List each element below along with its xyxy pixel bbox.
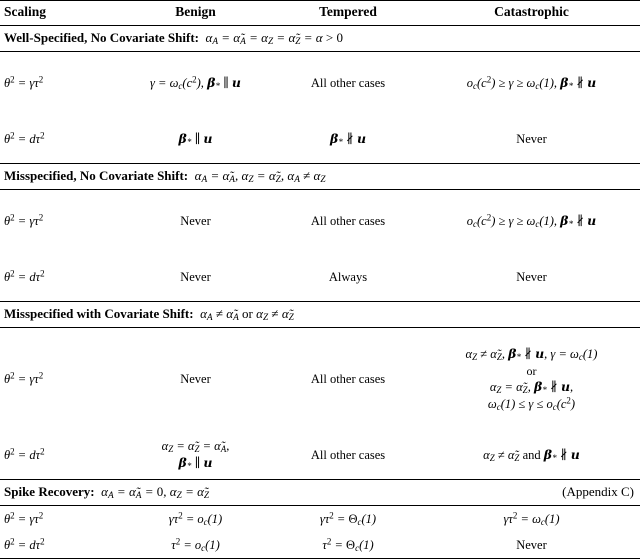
cell-tempered: $\beta_*$ ∦ u [273, 115, 423, 164]
table-row [0, 52, 640, 116]
cell-scaling: $\theta^2 = d\tau^2$ [0, 115, 118, 164]
cell-scaling: $\theta^2 = \gamma\tau^2$ [4, 74, 44, 91]
column-header-scaling: Scaling [0, 1, 118, 26]
cell-catastrophic: $\alpha_Z$ ≠ $\alphã_Z$, $\beta_*$ ∦ u, $\gamma = \omega_c(1)$ or $\alpha_Z$ = $\alphã_Z$, $\beta_*$ ∦ u, $\omega_c(1) \le \gamma \le o_c(c^2)$ [465, 346, 598, 412]
cell-benign: $\gamma = \omega_c(c^2)$, $\beta_*$ ∥ u [149, 74, 241, 92]
column-header-tempered: Tempered [273, 1, 423, 26]
section-header-cell [0, 164, 640, 190]
table-header-row [0, 1, 640, 26]
column-header-benign: Benign [118, 1, 273, 26]
cell-benign: Never [180, 372, 211, 387]
section-condition: $\alpha_A$ ≠ $\alphã_A$ or $\alpha_Z$ ≠ $\alphã_Z$ [196, 306, 294, 324]
cell-benign: $\tau^2 = o_c(1)$ [118, 532, 273, 559]
section-note: (Appendix C) [562, 484, 634, 499]
section-condition: $\alpha_A$ = $\alphã_A = 0$, $\alpha_Z$ = $\alphã_Z$ [97, 484, 210, 502]
section-header-spike-recovery [0, 480, 640, 506]
cell-catastrophic: Never [423, 532, 640, 559]
cell-benign: Never [180, 214, 211, 229]
table-row [0, 328, 640, 432]
cell-tempered: All other cases [310, 214, 386, 229]
cell-tempered: $\tau^2 = \Theta_c(1)$ [273, 532, 423, 559]
cell-tempered: $\gamma\tau^2 = \Theta_c(1)$ [319, 510, 377, 527]
cell-scaling: $\theta^2 = d\tau^2$ [0, 532, 118, 559]
cell-catastrophic: $o_c(c^2) \ge \gamma \ge \omega_c(1)$, $\beta_*$ ∦ u [466, 212, 597, 230]
cell-scaling: $\theta^2 = d\tau^2$ [0, 253, 118, 302]
cell-catastrophic: Never [423, 253, 640, 302]
cell-benign: Never [118, 253, 273, 302]
cell-scaling: $\theta^2 = \gamma\tau^2$ [4, 370, 44, 387]
section-header-well-specified [0, 26, 640, 52]
section-title: Well-Specified, No Covariate Shift: [4, 30, 199, 45]
cell-benign: $\beta_*$ ∥ u [118, 115, 273, 164]
section-header-misspecified-with-shift [0, 302, 640, 328]
section-condition: $\alpha_A$ = $\alphã_A$, $\alpha_Z$ = $\alphã_Z$, $\alpha_A \ne \alpha_Z$ [191, 168, 326, 186]
cell-tempered: Always [273, 253, 423, 302]
table-row [0, 253, 640, 302]
table-row [0, 115, 640, 164]
section-title: Spike Recovery: [4, 484, 95, 499]
section-condition: $\alpha_A$ = $\alphã_A = \alpha_Z$ = $\alphã_Z = \alpha > 0$ [202, 30, 343, 48]
cell-scaling: $\theta^2 = \gamma\tau^2$ [4, 510, 44, 526]
cell-benign: $\alpha_Z$ = $\alphã_Z$ = $\alphã_A$, $\beta_*$ ∥ u [118, 431, 273, 480]
table-row [0, 431, 640, 480]
section-header-cell [0, 26, 640, 52]
cell-catastrophic: $\gamma\tau^2 = \omega_c(1)$ [503, 510, 560, 527]
cell-tempered: All other cases [310, 76, 386, 91]
column-header-catastrophic: Catastrophic [423, 1, 640, 26]
table-row [0, 506, 640, 533]
cell-catastrophic: $\alpha_Z$ ≠ $\alphã_Z$ and $\beta_*$ ∦ u [423, 431, 640, 480]
section-header-cell [0, 302, 640, 328]
cell-scaling: $\theta^2 = d\tau^2$ [0, 431, 118, 480]
section-header-misspecified-no-shift [0, 164, 640, 190]
table-row [0, 532, 640, 559]
cell-catastrophic: $o_c(c^2) \ge \gamma \ge \omega_c(1)$, $\beta_*$ ∦ u [466, 74, 597, 92]
cell-catastrophic: Never [423, 115, 640, 164]
section-title: Misspecified, No Covariate Shift: [4, 168, 189, 183]
section-header-cell [0, 480, 640, 506]
cell-tempered: All other cases [310, 372, 386, 387]
cell-scaling: $\theta^2 = \gamma\tau^2$ [4, 212, 44, 229]
cell-benign: $\gamma\tau^2 = o_c(1)$ [168, 510, 223, 527]
table-row [0, 190, 640, 254]
cell-tempered: All other cases [273, 431, 423, 480]
section-title: Misspecified with Covariate Shift: [4, 306, 194, 321]
